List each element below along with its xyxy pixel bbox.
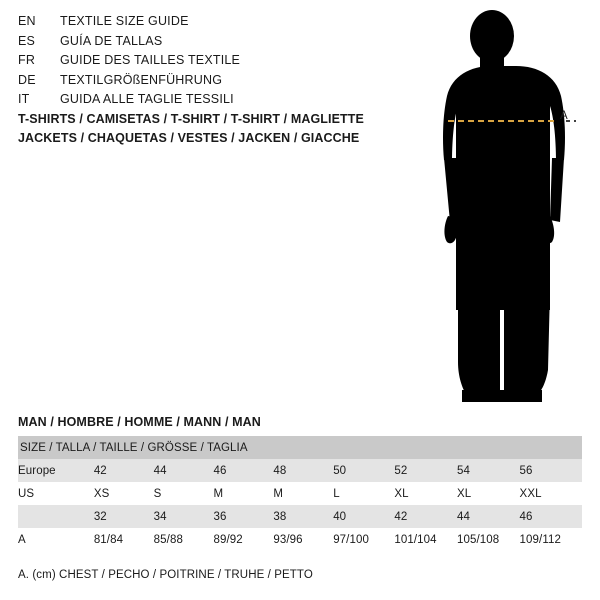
cell: 46 — [214, 459, 274, 482]
cell: 101/104 — [394, 528, 457, 551]
size-table — [18, 436, 582, 551]
cell: M — [273, 482, 333, 505]
table-header-label: SIZE / TALLA / TAILLE / GRÖSSE / TAGLIA — [20, 441, 248, 454]
cell: 40 — [333, 505, 394, 528]
cell: 97/100 — [333, 528, 394, 551]
category-line-jackets: JACKETS / CHAQUETAS / VESTES / JACKEN / GIACCHE — [18, 131, 360, 145]
male-figure-illustration — [400, 10, 600, 405]
table-row — [18, 505, 582, 528]
language-text: TEXTILE SIZE GUIDE — [60, 14, 189, 28]
table-footnote: A. (cm) CHEST / PECHO / POITRINE / TRUHE / PETTO — [18, 569, 313, 581]
row-label: Europe — [18, 459, 94, 482]
language-text: GUIDE DES TAILLES TEXTILE — [60, 53, 241, 67]
cell: XS — [94, 482, 154, 505]
cell: 93/96 — [273, 528, 333, 551]
language-code: DE — [18, 72, 36, 87]
language-code: ES — [18, 33, 36, 48]
table-header-row — [18, 436, 582, 459]
cell: 42 — [94, 459, 154, 482]
row-label: A — [18, 528, 94, 551]
cell: 42 — [394, 505, 457, 528]
cell: XL — [394, 482, 457, 505]
cell: 81/84 — [94, 528, 154, 551]
cell: 38 — [273, 505, 333, 528]
language-row — [18, 92, 398, 112]
size-table-section — [18, 415, 582, 581]
cell: 109/112 — [520, 528, 582, 551]
cell: 50 — [333, 459, 394, 482]
table-row — [18, 482, 582, 505]
table-title: MAN / HOMBRE / HOMME / MANN / MAN — [18, 415, 261, 429]
language-text: GUÍA DE TALLAS — [60, 33, 163, 48]
language-row — [18, 14, 398, 34]
category-line-tshirts: T-SHIRTS / CAMISETAS / T-SHIRT / T-SHIRT / MAGLIETTE — [18, 112, 364, 126]
cell: 52 — [394, 459, 457, 482]
language-row — [18, 34, 398, 54]
cell: 46 — [520, 505, 582, 528]
cell: L — [333, 482, 394, 505]
cell: 56 — [520, 459, 582, 482]
language-code: IT — [18, 92, 30, 106]
language-text: TEXTILGRÖßENFÜHRUNG — [60, 72, 223, 87]
cell: XL — [457, 482, 520, 505]
cell: M — [214, 482, 274, 505]
table-row — [18, 459, 582, 482]
cell: 32 — [94, 505, 154, 528]
cell: 105/108 — [457, 528, 520, 551]
cell: 44 — [457, 505, 520, 528]
cell: 89/92 — [214, 528, 274, 551]
cell: 36 — [214, 505, 274, 528]
language-code: FR — [18, 53, 36, 67]
cell: 85/88 — [154, 528, 214, 551]
cell: 44 — [154, 459, 214, 482]
language-code: EN — [18, 14, 36, 28]
garment-category-list — [18, 110, 418, 148]
language-row — [18, 53, 398, 73]
cell: 48 — [273, 459, 333, 482]
chest-measure-label: A — [560, 110, 569, 122]
table-row — [18, 528, 582, 551]
cell: S — [154, 482, 214, 505]
language-text: GUIDA ALLE TAGLIE TESSILI — [60, 92, 234, 106]
cell: 34 — [154, 505, 214, 528]
language-list — [18, 14, 398, 112]
language-row — [18, 73, 398, 93]
cell: XXL — [520, 482, 582, 505]
cell: 54 — [457, 459, 520, 482]
figure-silhouette — [400, 10, 600, 405]
row-label: US — [18, 482, 94, 505]
row-label — [18, 505, 94, 528]
